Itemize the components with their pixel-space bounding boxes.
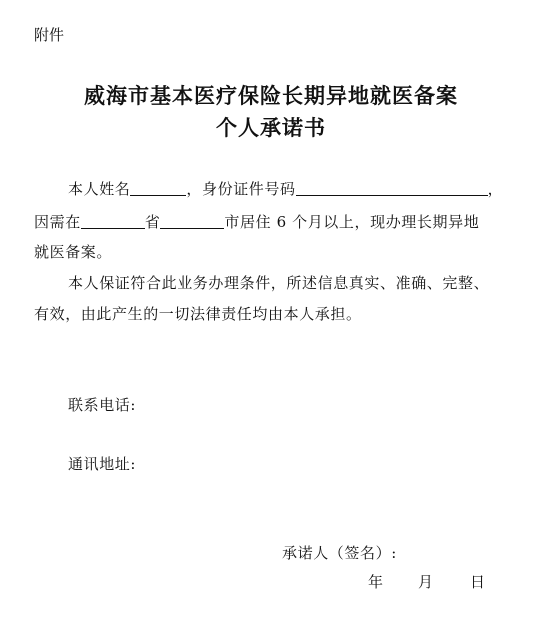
name-id-line [68,178,503,199]
name-label: 本人姓名 [68,180,131,198]
document-title-line2: 个人承诺书 [216,115,326,140]
city-blank[interactable] [160,213,224,229]
filing-line: 就医备案。 [34,243,113,261]
location-line [34,211,479,232]
date-month: 月 [418,573,434,591]
address-label: 通讯地址: [68,455,137,473]
document-title-line1: 威海市基本医疗保险长期异地就医备案 [84,83,458,108]
id-number-blank[interactable] [296,180,488,196]
signature-label: 承诺人（签名）: [282,544,397,562]
guarantee-line1: 本人保证符合此业务办理条件，所述信息真实、准确、完整、 [68,274,490,292]
contact-phone-label: 联系电话: [68,396,137,414]
attachment-label: 附件 [34,26,65,44]
because-label: 因需在 [34,213,81,231]
name-blank[interactable] [130,180,186,196]
id-number-end: ， [487,180,504,198]
date-day: 日 [470,573,486,591]
province-blank[interactable] [81,213,145,229]
guarantee-line2: 有效，由此产生的一切法律责任均由本人承担。 [34,305,362,323]
date-year: 年 [368,573,384,591]
id-number-label: ，身份证件号码 [186,180,296,198]
city-label: 市居住 6 个月以上，现办理长期异地 [224,213,480,231]
province-label: 省 [144,213,161,231]
